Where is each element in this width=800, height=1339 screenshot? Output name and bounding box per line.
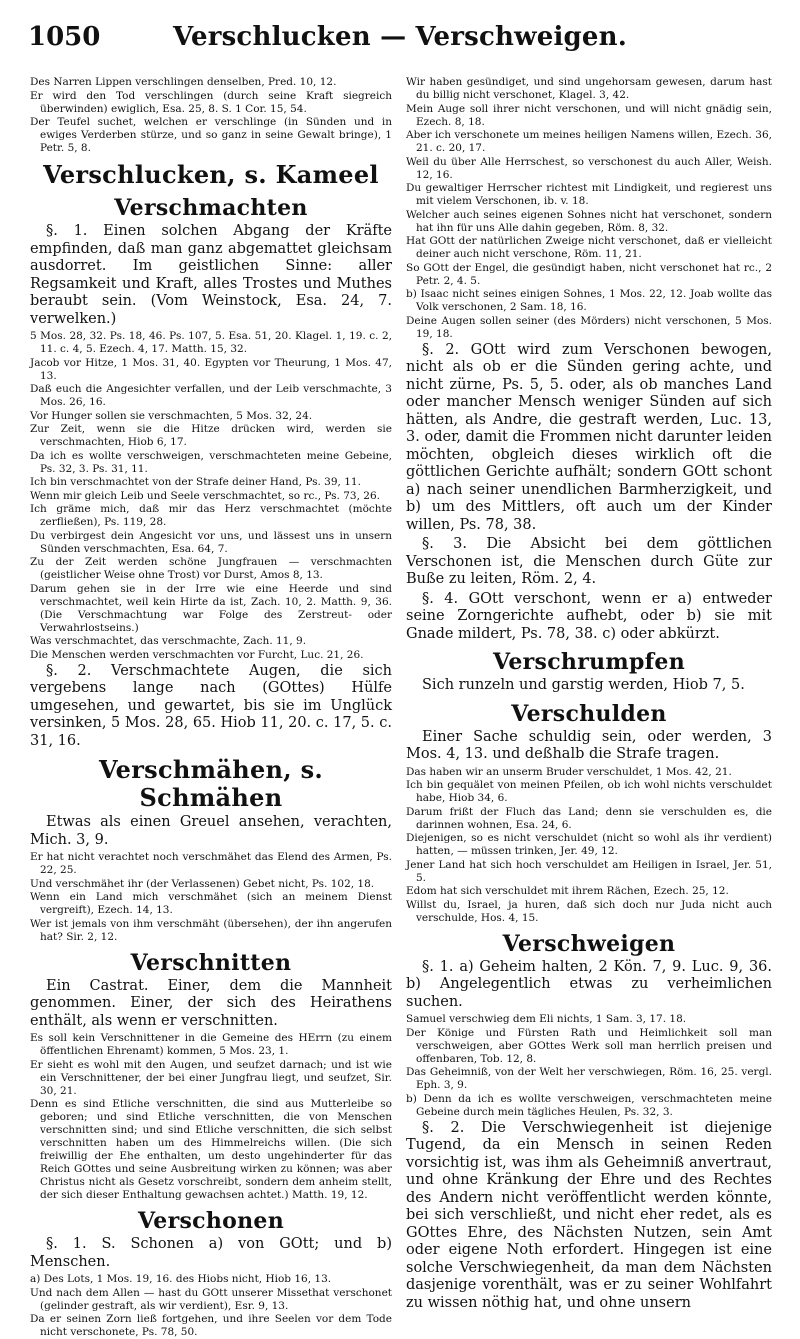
entry-heading: Verschweigen xyxy=(502,930,676,957)
citation-line: Da er seinen Zorn ließ fortgehen, und ihre Seelen vor dem Tode nicht verschonete, Ps. 78, 50. xyxy=(30,1313,392,1338)
citation-line: Es soll kein Verschnittener in die Gemeine des HErrn (zu einem öffentlichen Ehrenamt) kommen, 5 Mos. 23, 1. xyxy=(30,1032,392,1057)
entry-heading: Verschrumpfen xyxy=(492,649,686,675)
running-title: Verschlucken — Verschweigen. xyxy=(172,22,628,52)
paragraph: §. 3. Die Absicht bei dem göttlichen Verschonen ist, die Menschen durch Güte zur Buße zu leiten, Röm. 2, 4. xyxy=(406,536,772,587)
citation-line: Ich gräme mich, daß mir das Herz verschmachtet (möchte zerfließen), Ps. 119, 28. xyxy=(30,503,392,528)
paragraph: §. 1. a) Geheim halten, 2 Kön. 7, 9. Luc. 9, 36. b) Angelegentlich etwas zu verheimlichen suchen. xyxy=(406,958,772,1010)
paragraph: §. 1. S. Schonen a) von GOtt; und b) Menschen. xyxy=(30,1236,392,1270)
entry-heading: Verschmähen, s. Schmähen xyxy=(98,755,324,812)
paragraph: Etwas als einen Greuel ansehen, verachten, Mich. 3, 9. xyxy=(30,814,392,848)
paragraph: Sich runzeln und garstig werden, Hiob 7, 5. xyxy=(422,677,745,693)
paragraph: §. 2. Die Verschwiegenheit ist diejenige Tugend, da ein Mensch in seinen Reden vorsichtig ist, was ihm als Geheimniß anvertraut, und ohne Kränkung der Ehre und des Rechtes des Andern nicht veröffentlicht werden könnte, bei sich verschließt, und nicht eher redet, als es GOttes Ehre, des Nächsten Nutzen, sein Amt oder eigene Noth erfordert. Hingegen ist eine solche Verschwiegenheit, da man dem Nächsten dasjenige vorenthält, was er zu seiner Wohlfahrt zu wissen nöthig hat, und ohne unsern xyxy=(406,1119,772,1311)
citation-line: 5 Mos. 28, 32. Ps. 18, 46. Ps. 107, 5. Esa. 51, 20. Klagel. 1, 19. c. 2, 11. c. 4, 5. Ezech. 4, 17. Matth. 15, 32. xyxy=(30,330,392,355)
citation-line: b) Denn da ich es wollte verschweigen, verschmachteten meine Gebeine durch mein tägliches Heulen, Ps. 32, 3. xyxy=(406,1092,772,1118)
paragraph: §. 4. GOtt verschont, wenn er a) entweder seine Zorngerichte aufhebt, oder b) sie mit Gnade mildert, Ps. 78, 38. c) oder abkürzt. xyxy=(406,590,772,642)
citation-line: Denn es sind Etliche verschnitten, die sind aus Mutterleibe so geboren; und sind Etliche verschnitten, die von Menschen verschnitten sind; und sind Etliche verschnitten, die sich selbst verschnitten haben um des Himmelreichs willen. (Die sich freiwillig der Ehe enthalten, um desto ungehinderter für das Reich GOttes und seine Ausbreitung wirken zu können; was aber Christus nicht als Gesetz vorschreibt, sondern dem anheim stellt, der sich dieser Enthaltung gewachsen achtet.) Matth. 19, 12. xyxy=(30,1098,392,1201)
citation-line: Das Geheimniß, von der Welt her verschwiegen, Röm. 16, 25. vergl. Eph. 3, 9. xyxy=(406,1066,772,1091)
citation-line: Die Menschen werden verschmachten vor Furcht, Luc. 21, 26. xyxy=(30,648,364,661)
citation-line: Der Könige und Fürsten Rath und Heimlichkeit soll man verschweigen, aber GOttes Werk soll man herrlich preisen und offenbaren, Tob. 12, 8. xyxy=(406,1026,772,1065)
citation-line: Edom hat sich verschuldet mit ihrem Rächen, Ezech. 25, 12. xyxy=(406,885,729,897)
citation-line: Vor Hunger sollen sie verschmachten, 5 Mos. 32, 24. xyxy=(30,409,313,422)
citation-line: Das haben wir an unserm Bruder verschuldet, 1 Mos. 42, 21. xyxy=(406,765,732,778)
citation-line: Du gewaltiger Herrscher richtest mit Lindigkeit, und regierest uns mit vielem Verschonen, ib. v. 18. xyxy=(406,182,772,207)
entry-heading: Verschnitten xyxy=(130,949,292,976)
paragraph: §. 2. GOtt wird zum Verschonen bewogen, nicht als ob er die Sünden gering achte, und nicht zürne, Ps. 5, 5. oder, als ob manches Land oder mancher Mensch weniger Sünden auf sich hätten, als Andre, die gestraft werden, Luc. 13, 3. oder, damit die Frommen nicht darunter leiden möchten, obgleich dieses wirklich oft die göttlichen Gerichte aufhält; sondern GOtt schont a) nach seiner unendlichen Barmherzigkeit, und b) um des Mittlers, oft auch um der Kinder willen, Ps. 78, 38. xyxy=(406,341,772,533)
citation-line: Er hat nicht verachtet noch verschmähet das Elend des Armen, Ps. 22, 25. xyxy=(30,851,392,876)
citation-line: Wir haben gesündiget, und sind ungehorsam gewesen, darum hast du billig nicht verschonet, Klagel. 3, 42. xyxy=(406,76,772,101)
citation-line: Aber ich verschonete um meines heiligen Namens willen, Ezech. 36, 21. c. 20, 17. xyxy=(406,129,772,154)
citation-line: Hat GOtt der natürlichen Zweige nicht verschonet, daß er vielleicht deiner auch nicht verschone, Röm. 11, 21. xyxy=(406,235,772,260)
citation-line: Wenn mir gleich Leib und Seele verschmachtet, so rc., Ps. 73, 26. xyxy=(30,489,380,502)
entry-heading: Verschulden xyxy=(511,700,667,727)
citation-line: Jener Land hat sich hoch verschuldet am Heiligen in Israel, Jer. 51, 5. xyxy=(406,858,772,884)
citation-line: Wer ist jemals von ihm verschmäht (übersehen), der ihn angerufen hat? Sir. 2, 12. xyxy=(30,917,392,943)
citation-line: Darum gehen sie in der Irre wie eine Heerde und sind verschmachtet, weil kein Hirte da ist, Zach. 10, 2. Matth. 9, 36. (Die Verschmachtung war Folge des Zerstreut- oder Verwahrlostseins.) xyxy=(30,582,392,634)
citation-line: Er wird den Tod verschlingen (durch seine Kraft siegreich überwinden) ewiglich, Esa. 25, 8. S. 1 Cor. 15, 54. xyxy=(30,89,392,115)
citation-line: Diejenigen, so es nicht verschuldet (nicht so wohl als ihr verdient) hatten, — müssen trinken, Jer. 49, 12. xyxy=(406,832,772,857)
citation-line: b) Isaac nicht seines einigen Sohnes, 1 Mos. 22, 12. Joab wollte das Volk verschonen, 2 Sam. 18, 16. xyxy=(406,288,772,313)
page-number: 1050 xyxy=(28,22,101,52)
citation-line: Samuel verschwieg dem Eli nichts, 1 Sam. 3, 17. 18. xyxy=(406,1013,687,1025)
citation-line: Ich bin gequälet von meinen Pfeilen, ob ich wohl nichts verschuldet habe, Hiob 34, 6. xyxy=(406,779,772,804)
entry-heading: Verschlucken, s. Kameel xyxy=(43,160,379,189)
paragraph: §. 1. Einen solchen Abgang der Kräfte empfinden, daß man ganz abgemattet gleichsam ausdorret. Im geistlichen Sinne: aller Regsamkeit und Kraft, alles Trostes und Muthes beraubt sein. (Vom Weinstock, Esa. 24, 7. verwelken.) xyxy=(30,223,392,327)
left-column xyxy=(30,76,392,1338)
citation-line: Welcher auch seines eigenen Sohnes nicht hat verschonet, sondern hat ihn für uns Alle dahin gegeben, Röm. 8, 32. xyxy=(406,208,772,234)
citation-line: Du verbirgest dein Angesicht vor uns, und lässest uns in unsern Sünden verschmachten, Esa. 64, 7. xyxy=(30,529,392,555)
citation-line: a) Des Lots, 1 Mos. 19, 16. des Hiobs nicht, Hiob 16, 13. xyxy=(30,1273,332,1285)
page-header xyxy=(28,22,772,62)
citation-line: Zu der Zeit werden schöne Jungfrauen — verschmachten (geistlicher Weise ohne Trost) vor Durst, Amos 8, 13. xyxy=(30,556,392,581)
citation-line: Wenn ein Land mich verschmähet (sich an meinem Dienst vergreift), Ezech. 14, 13. xyxy=(30,891,392,916)
paragraph: Einer Sache schuldig sein, oder werden, 3 Mos. 4, 13. und deßhalb die Strafe tragen. xyxy=(406,728,772,762)
citation-line: Zur Zeit, wenn sie die Hitze drücken wird, werden sie verschmachten, Hiob 6, 17. xyxy=(30,423,392,448)
citation-line: Weil du über Alle Herrschest, so verschonest du auch Aller, Weish. 12, 16. xyxy=(406,155,772,181)
citation-line: Darum frißt der Fluch das Land; denn sie verschulden es, die darinnen wohnen, Esa. 24, 6. xyxy=(406,805,772,831)
citation-line: Daß euch die Angesichter verfallen, und der Leib verschmachte, 3 Mos. 26, 16. xyxy=(30,383,392,408)
citation-line: Willst du, Israel, ja huren, daß sich doch nur Juda nicht auch verschulde, Hos. 4, 15. xyxy=(406,898,772,924)
entry-heading: Verschmachten xyxy=(114,195,308,221)
paragraph: §. 2. Verschmachtete Augen, die sich vergebens lange nach (GOttes) Hülfe umgesehen, und gewartet, bis sie im Unglück versinken, 5 Mos. 28, 65. Hiob 11, 20. c. 17, 5. c. 31, 16. xyxy=(30,662,392,749)
citation-line: Ich bin verschmachtet von der Strafe deiner Hand, Ps. 39, 11. xyxy=(30,476,361,488)
citation-line: Und nach dem Allen — hast du GOtt unserer Missethat verschonet (gelinder gestraft, als wir verdient), Esr. 9, 13. xyxy=(30,1286,392,1312)
citation-line: Da ich es wollte verschweigen, verschmachteten meine Gebeine, Ps. 32, 3. Ps. 31, 11. xyxy=(30,449,392,475)
right-column xyxy=(406,76,772,1311)
citation-line: Was verschmachtet, das verschmachte, Zach. 11, 9. xyxy=(30,635,307,647)
citation-line: Er sieht es wohl mit den Augen, und seufzet darnach; und ist wie ein Verschnittener, der bei einer Jungfrau liegt, und seufzet, Sir. 30, 21. xyxy=(30,1058,392,1097)
citation-line: Deine Augen sollen seiner (des Mörders) nicht verschonen, 5 Mos. 19, 18. xyxy=(406,314,772,340)
citation-line: Des Narren Lippen verschlingen denselben, Pred. 10, 12. xyxy=(30,76,337,88)
citation-line: Der Teufel suchet, welchen er verschlinge (in Sünden und in ewiges Verderben stürze, und so ganz in seine Gewalt bringe), 1 Petr. 5, 8. xyxy=(30,116,392,154)
citation-line: Mein Auge soll ihrer nicht verschonen, und will nicht gnädig sein, Ezech. 8, 18. xyxy=(406,102,772,128)
citation-line: So GOtt der Engel, die gesündigt haben, nicht verschonet hat rc., 2 Petr. 2, 4. 5. xyxy=(406,261,772,287)
citation-line: Jacob vor Hitze, 1 Mos. 31, 40. Egypten vor Theurung, 1 Mos. 47, 13. xyxy=(30,356,392,382)
citation-line: Und verschmähet ihr (der Verlassenen) Gebet nicht, Ps. 102, 18. xyxy=(30,877,375,890)
paragraph: Ein Castrat. Einer, dem die Mannheit genommen. Einer, der sich des Heirathens enthält, als wenn er verschnitten. xyxy=(30,977,392,1029)
entry-heading: Verschonen xyxy=(137,1208,285,1234)
